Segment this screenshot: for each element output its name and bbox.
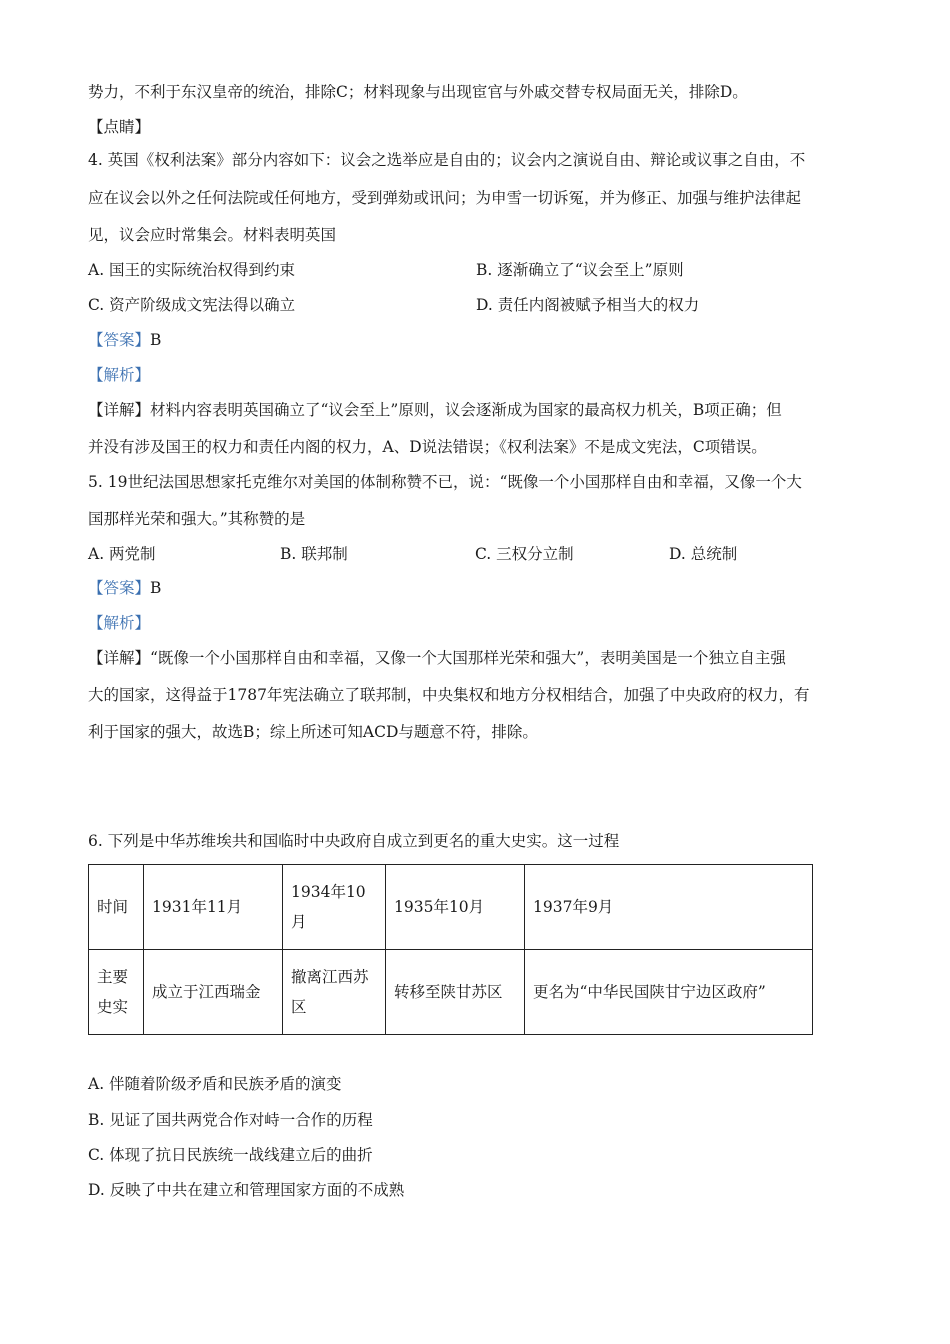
q4-stem-line-1: 4. 英国《权利法案》部分内容如下：议会之选举应是自由的；议会内之演说自由、辩论或议事之自由，不 (88, 151, 806, 169)
q6-option-d: D. 反映了中共在建立和管理国家方面的不成熟 (88, 1181, 405, 1199)
q5-detail-line-3: 利于国家的强大，故选B；综上所述可知ACD与题意不符，排除。 (88, 723, 538, 741)
table-header-cell: 主要史实 (89, 950, 144, 1035)
q6-option-a: A. 伴随着阶级矛盾和民族矛盾的演变 (88, 1075, 342, 1093)
q5-answer (88, 577, 161, 599)
q5-detail-line-1: 【详解】“既像一个小国那样自由和幸福，又像一个大国那样光荣和强大”，表明美国是一个独立自主强 (88, 649, 786, 667)
table-cell: 撤离江西苏区 (283, 950, 386, 1035)
q4-analysis-tag: 【解析】 (88, 366, 151, 384)
table-header-cell: 时间 (89, 865, 144, 950)
q4-stem-line-3: 见，议会应时常集会。材料表明英国 (88, 226, 337, 244)
q4-option-b: B. 逐渐确立了“议会至上”原则 (476, 261, 684, 279)
answer-value: B (150, 579, 162, 597)
section-tag-dianjing: 【点睛】 (88, 118, 151, 136)
q4-answer (88, 329, 161, 351)
answer-tag: 【答案】 (88, 579, 151, 597)
history-table (88, 864, 813, 1035)
table-cell: 更名为“中华民国陕甘宁边区政府” (525, 950, 813, 1035)
q5-stem-line-2: 国那样光荣和强大。”其称赞的是 (88, 510, 306, 528)
answer-tag: 【答案】 (88, 331, 151, 349)
table-cell: 1931年11月 (144, 865, 283, 950)
q5-option-c: C. 三权分立制 (475, 545, 574, 563)
q5-analysis-tag: 【解析】 (88, 614, 151, 632)
q5-option-a: A. 两党制 (88, 545, 156, 563)
q4-detail-line-1: 【详解】材料内容表明英国确立了“议会至上”原则，议会逐渐成为国家的最高权力机关，B项正确；但 (88, 401, 782, 419)
table-cell: 1937年9月 (525, 865, 813, 950)
answer-value: B (150, 331, 162, 349)
q5-detail-line-2: 大的国家，这得益于1787年宪法确立了联邦制，中央集权和地方分权相结合，加强了中央政府的权力，有 (88, 686, 810, 704)
table-cell: 转移至陕甘苏区 (386, 950, 525, 1035)
table-cell: 成立于江西瑞金 (144, 950, 283, 1035)
table-cell: 1935年10月 (386, 865, 525, 950)
q4-stem-line-2: 应在议会以外之任何法院或任何地方，受到弹劾或讯问；为申雪一切诉冤，并为修正、加强与维护法律起 (88, 189, 802, 207)
table-cell: 1934年10月 (283, 865, 386, 950)
q4-option-c: C. 资产阶级成文宪法得以确立 (88, 296, 296, 314)
q4-option-d: D. 责任内阁被赋予相当大的权力 (476, 296, 700, 314)
q6-stem: 6. 下列是中华苏维埃共和国临时中央政府自成立到更名的重大史实。这一过程 (88, 832, 620, 850)
table-row (89, 865, 813, 950)
q6-option-b: B. 见证了国共两党合作对峙一合作的历程 (88, 1111, 373, 1129)
table-row (89, 950, 813, 1035)
q4-option-a: A. 国王的实际统治权得到约束 (88, 261, 296, 279)
q5-option-d: D. 总统制 (669, 545, 738, 563)
q5-option-b: B. 联邦制 (280, 545, 348, 563)
q4-detail-line-2: 并没有涉及国王的权力和责任内阁的权力，A、D说法错误；《权利法案》不是成文宪法，C项错误。 (88, 438, 767, 456)
q6-option-c: C. 体现了抗日民族统一战线建立后的曲折 (88, 1146, 373, 1164)
text-line: 势力，不利于东汉皇帝的统治，排除C；材料现象与出现宦官与外戚交替专权局面无关，排除D。 (88, 83, 748, 101)
q5-stem-line-1: 5. 19世纪法国思想家托克维尔对美国的体制称赞不已，说：“既像一个小国那样自由和幸福，又像一个大 (88, 473, 802, 491)
